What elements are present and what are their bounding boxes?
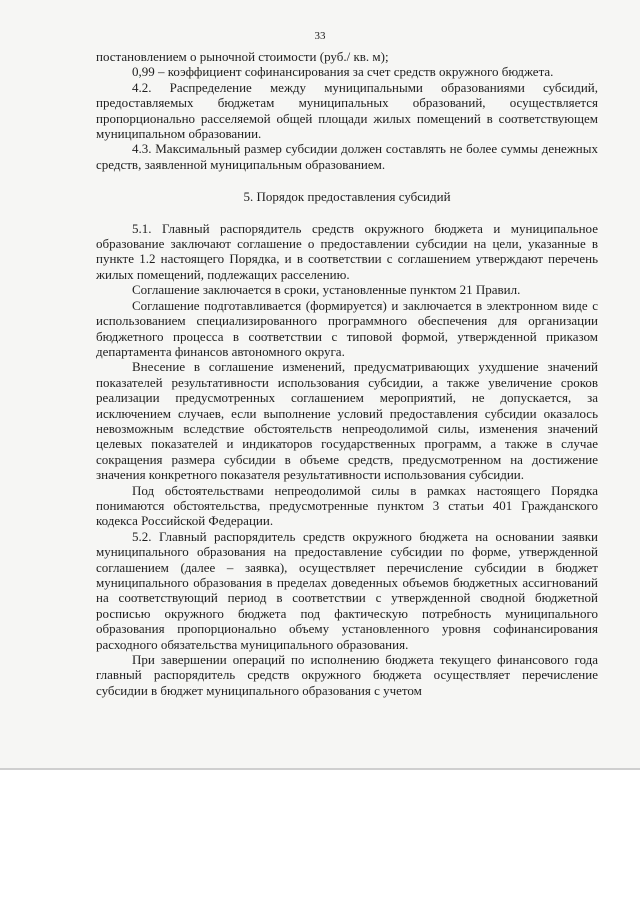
- paragraph: При завершении операций по исполнению бюджета текущего финансового года главный распорядитель средств окружного бюджета осуществляет перечисление субсидии в бюджет муниципального образования с учетом: [96, 652, 598, 698]
- paragraph: Внесение в соглашение изменений, предусматривающих ухудшение значений показателей результативности использования субсидии, а также увеличение сроков реализации предусмотренных соглашением мероприятий, не допускается, за исключением случаев, если выполнение условий предоставления субсидии оказалось невозможным вследствие обстоятельств непреодолимой силы, изменения значений целевых показателей и индикаторов государственных программ, а также в случае сокращения размера субсидии в объеме средств, предусмотренном на достижение значения конкретного показателя результативности использования субсидии.: [96, 359, 598, 483]
- paragraph: 4.2. Распределение между муниципальными образованиями субсидий, предоставляемых бюджетам муниципальных образований, осуществляется пропорционально расселяемой общей площади жилых помещений в соответствующем муниципальном образовании.: [96, 79, 598, 142]
- page-number: 33: [314, 30, 326, 42]
- paragraph: 0,99 – коэффициент софинансирования за счет средств окружного бюджета.: [132, 64, 554, 80]
- paragraph: 4.3. Максимальный размер субсидии должен составлять не более суммы денежных средств, заявленной муниципальным образованием.: [96, 141, 598, 172]
- paragraph: постановлением о рыночной стоимости (руб./ кв. м);: [96, 49, 389, 64]
- paragraph: 5.1. Главный распорядитель средств окружного бюджета и муниципальное образование заключают соглашение о предоставлении субсидии на цели, указанные в пункте 1.2 настоящего Порядка, и в соответствии с соглашением утверждают перечень жилых помещений, подлежащих расселению.: [96, 220, 598, 282]
- section-title: 5. Порядок предоставления субсидий: [243, 189, 451, 205]
- paragraph: Под обстоятельствами непреодолимой силы в рамках настоящего Порядка понимаются обстоятельства, предусмотренные пунктом 3 статьи 401 Гражданского кодекса Российской Федерации.: [96, 482, 598, 529]
- paragraph: 5.2. Главный распорядитель средств окружного бюджета на основании заявки муниципального образования на предоставление субсидии по форме, утвержденной соглашением (далее – заявка), осуществляет перечисление субсидии в бюджет муниципального образования в пределах доведенных объемов бюджетных ассигнований на соответствующий период в соответствии с утвержденной сводной бюджетной росписью окружного бюджета под фактическую потребность муниципального образования пропорционально объему установленного уровня софинансирования расходного обязательства муниципального образования.: [96, 528, 598, 652]
- paragraph: Соглашение подготавливается (формируется) и заключается в электронном виде с использованием специализированного программного обеспечения для организации бюджетного процесса в соответствии с типовой формой, утвержденной приказом департамента финансов автономного округа.: [96, 297, 598, 359]
- document-body: [96, 49, 598, 698]
- paragraph: Соглашение заключается в сроки, установленные пунктом 21 Правил.: [132, 282, 521, 298]
